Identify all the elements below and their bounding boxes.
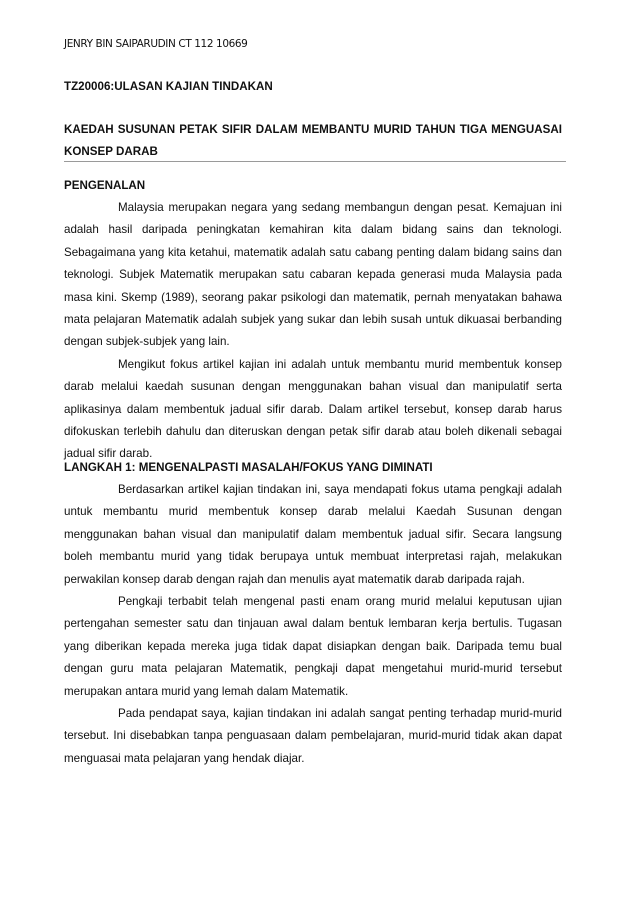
paragraph: Mengikut fokus artikel kajian ini adalah untuk membantu murid membentuk konsep darab melalui kaedah susunan dengan menggunakan bahan visual dan manipulatif serta aplikasinya dalam membentuk jadual sifir darab. Dalam artikel tersebut, konsep darab harus difokuskan terlebih dahulu dan diteruskan dengan petak sifir darab atau boleh dikenali sebagai jadual sifir darab. (64, 357, 562, 461)
author-header: JENRY BIN SAIPARUDIN CT 112 10669 (64, 38, 248, 50)
section-heading: PENGENALAN (64, 179, 146, 192)
paragraph: Pengkaji terbabit telah mengenal pasti enam orang murid melalui keputusan ujian pertengahan semester satu dan tinjauan awal dalam bentuk lembaran kerja bertulis. Tugasan yang diberikan kepada mereka juga tidak dapat disiapkan dengan baik. Daripada temu bual dengan guru mata pelajaran Matematik, pengkaji dapat mengetahui murid-murid tersebut merupakan antara murid yang lemah dalam Matematik. (64, 595, 562, 698)
section-pengenalan (64, 175, 562, 466)
title-divider (64, 161, 566, 162)
course-title: TZ20006:ULASAN KAJIAN TINDAKAN (64, 80, 273, 93)
paragraph: Malaysia merupakan negara yang sedang membangun dengan pesat. Kemajuan ini adalah hasil daripada peningkatan kemahiran kita dalam bidang sains dan teknologi. Sebagaimana yang kita ketahui, matematik adalah satu cabang penting dalam bidang sains dan teknologi. Subjek Matematik merupakan satu cabaran kepada generasi muda Malaysia pada masa kini. Skemp (1989), seorang pakar psikologi dan matematik, pernah menyatakan bahawa mata pelajaran Matematik adalah subjek yang sukar dan lebih susah untuk dikuasai berbanding dengan subjek-subjek yang lain. (64, 201, 562, 349)
section-heading: LANGKAH 1: MENGENALPASTI MASALAH/FOKUS YANG DIMINATI (64, 461, 433, 474)
main-title: KAEDAH SUSUNAN PETAK SIFIR DALAM MEMBANTU MURID TAHUN TIGA MENGUASAI KONSEP DARAB (64, 123, 562, 158)
section-langkah-1 (64, 457, 562, 770)
paragraph: Pada pendapat saya, kajian tindakan ini adalah sangat penting terhadap murid-murid tersebut. Ini disebabkan tanpa penguasaan dalam pembelajaran, murid-murid tidak akan dapat menguasai mata pelajaran yang hendak diajar. (64, 707, 562, 765)
paragraph: Berdasarkan artikel kajian tindakan ini, saya mendapati fokus utama pengkaji adalah untuk membantu murid membentuk konsep darab melalui Kaedah Susunan dengan menggunakan bahan visual dan manipulatif dalam membentuk jadual sifir. Secara langsung boleh membantu murid yang tidak berupaya untuk membuat interpretasi rajah, melakukan perwakilan konsep darab dengan rajah dan menulis ayat matematik darab daripada rajah. (64, 483, 562, 586)
